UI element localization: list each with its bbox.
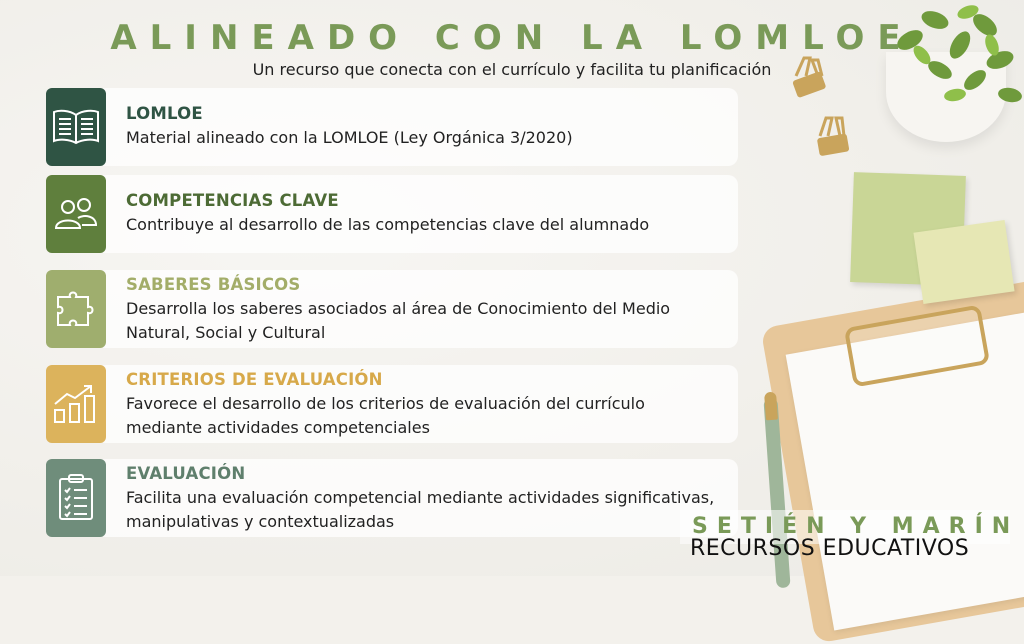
binder-clip-image [812,114,852,162]
card-icon-box [46,459,106,537]
card-icon-box [46,270,106,348]
feature-card-competencias [46,175,738,253]
checklist-icon [56,473,96,523]
page-subtitle: Un recurso que conecta con el currículo y facilita tu planificación [252,60,772,79]
card-icon-box [46,88,106,166]
card-icon-box [46,175,106,253]
feature-card-lomloe [46,88,738,166]
card-icon-box [46,365,106,443]
card-title: SABERES BÁSICOS [126,275,301,294]
feature-card-saberes [46,270,738,348]
card-description: Favorece el desarrollo de los criterios de evaluación del currículo mediante actividades competenciales [126,394,645,437]
feature-card-criterios [46,365,738,443]
sticky-note-image [913,220,1014,304]
card-title: COMPETENCIAS CLAVE [126,191,339,210]
card-description: Contribuye al desarrollo de las competencias clave del alumnado [126,215,650,234]
people-icon [51,194,101,234]
brand-logo [680,510,1020,570]
card-description: Material alineado con la LOMLOE (Ley Orgánica 3/2020) [126,128,573,147]
page-title: ALINEADO CON LA LOMLOE [110,18,914,58]
feature-card-evaluacion [46,459,738,537]
card-description: Desarrolla los saberes asociados al área de Conocimiento del Medio Natural, Social y Cultural [126,299,671,342]
growth-chart-icon [51,382,101,426]
brand-name: SETIÉN Y MARÍN [692,514,1020,539]
card-title: EVALUACIÓN [126,464,246,483]
pen-tip-image [764,392,778,421]
card-description: Facilita una evaluación competencial mediante actividades significativas, manipulativas y contextualizadas [126,488,715,531]
card-title: LOMLOE [126,104,203,123]
open-book-icon [51,107,101,147]
brand-tagline: RECURSOS EDUCATIVOS [690,536,970,561]
puzzle-piece-icon [52,285,100,333]
card-title: CRITERIOS DE EVALUACIÓN [126,370,383,389]
